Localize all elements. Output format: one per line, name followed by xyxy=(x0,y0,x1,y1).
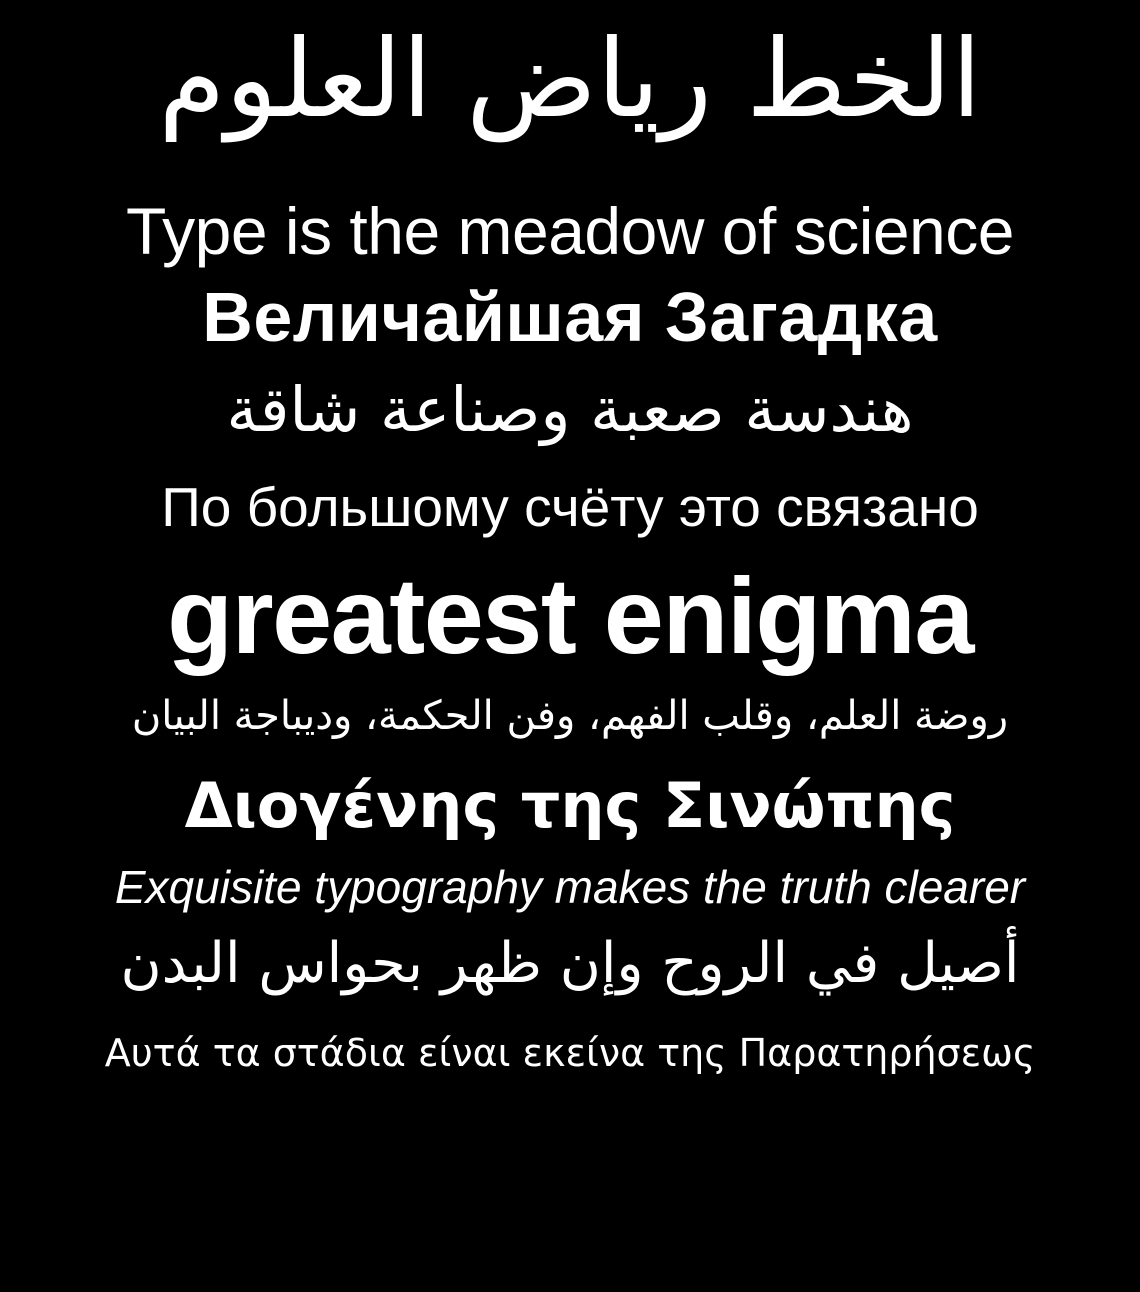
specimen-line-latin-extrabold: greatest enigma xyxy=(167,555,973,676)
specimen-line-cyrillic-regular: По большому счёту это связано xyxy=(161,476,979,538)
specimen-line-greek-regular: Αυτά τα στάδια είναι εκείνα της Παρατηρήσεως xyxy=(104,1031,1036,1075)
specimen-line-arabic-title: الخط رياض العلوم xyxy=(158,17,982,142)
specimen-line-greek-bold: Διογένης της Σινώπης xyxy=(184,769,956,842)
specimen-line-arabic-medium: هندسة صعبة وصناعة شاقة xyxy=(226,373,914,446)
specimen-line-latin-light: Type is the meadow of science xyxy=(126,194,1014,268)
specimen-line-arabic-medium-2: أصيل في الروح وإن ظهر بحواس البدن xyxy=(120,931,1020,996)
specimen-line-arabic-small: روضة العلم، وقلب الفهم، وفن الحكمة، وديباجة البيان xyxy=(131,693,1009,739)
specimen-line-latin-italic: Exquisite typography makes the truth clearer xyxy=(114,861,1026,913)
specimen-line-cyrillic-bold: Величайшая Загадка xyxy=(202,278,938,356)
